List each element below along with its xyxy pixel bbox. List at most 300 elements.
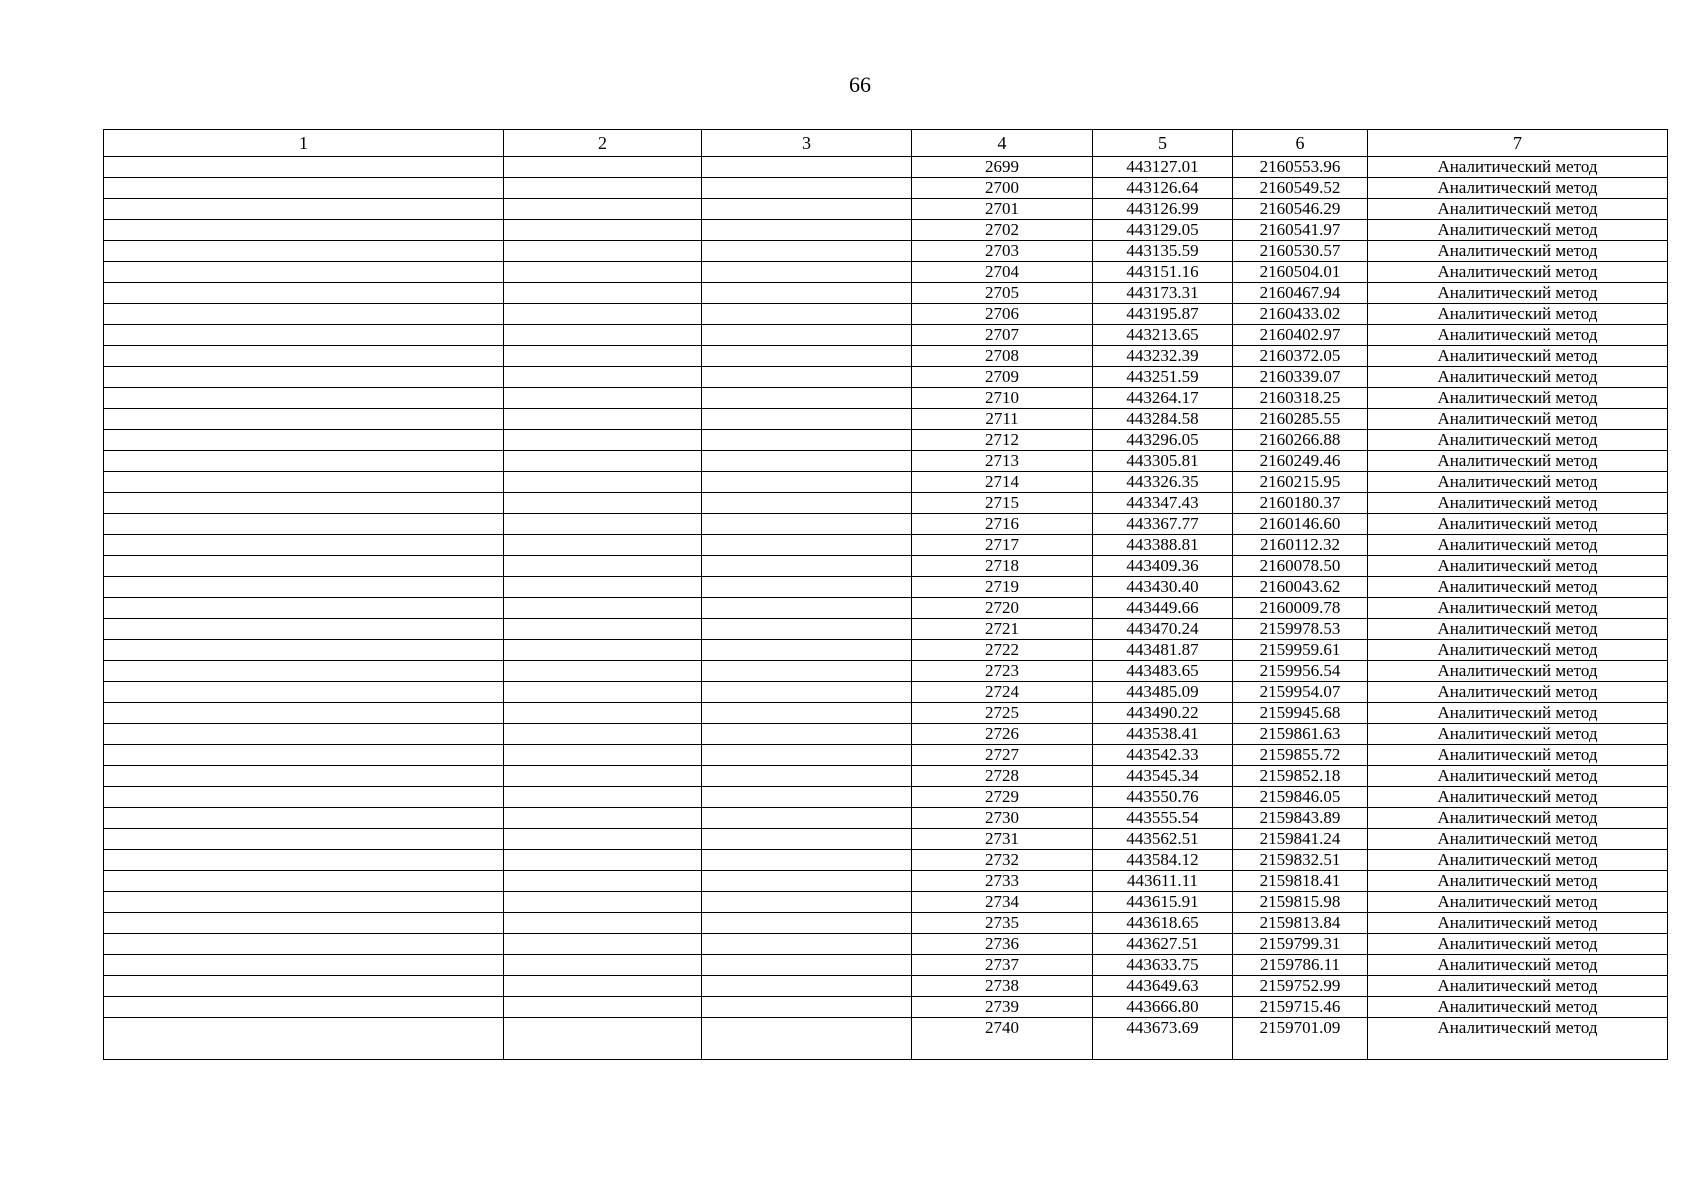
table-row xyxy=(104,745,1668,766)
table-row xyxy=(104,283,1668,304)
col-1-cell xyxy=(104,430,504,451)
col-2-cell xyxy=(504,367,702,388)
y-coordinate-cell: 2159715.46 xyxy=(1233,997,1368,1018)
col-3-cell xyxy=(702,535,912,556)
table-row xyxy=(104,367,1668,388)
y-coordinate-cell: 2159956.54 xyxy=(1233,661,1368,682)
col-3-cell xyxy=(702,871,912,892)
col-3-cell xyxy=(702,304,912,325)
table-row xyxy=(104,220,1668,241)
table-row xyxy=(104,556,1668,577)
point-number-cell: 2700 xyxy=(912,178,1093,199)
table-body xyxy=(104,157,1668,1060)
point-number-cell: 2714 xyxy=(912,472,1093,493)
col-2-cell xyxy=(504,976,702,997)
col-1-cell xyxy=(104,220,504,241)
table-row xyxy=(104,892,1668,913)
page-number: 66 xyxy=(849,72,871,97)
col-1-cell xyxy=(104,598,504,619)
col-2-cell xyxy=(504,220,702,241)
col-1-cell xyxy=(104,913,504,934)
col-1-cell xyxy=(104,955,504,976)
y-coordinate-cell: 2160009.78 xyxy=(1233,598,1368,619)
col-3-cell xyxy=(702,220,912,241)
table-row xyxy=(104,577,1668,598)
point-number-cell: 2723 xyxy=(912,661,1093,682)
col-1-cell xyxy=(104,451,504,472)
table-row xyxy=(104,766,1668,787)
point-number-cell: 2726 xyxy=(912,724,1093,745)
point-number-cell: 2736 xyxy=(912,934,1093,955)
x-coordinate-cell: 443538.41 xyxy=(1093,724,1233,745)
coordinates-table xyxy=(103,129,1668,1060)
table-row xyxy=(104,850,1668,871)
x-coordinate-cell: 443367.77 xyxy=(1093,514,1233,535)
y-coordinate-cell: 2160372.05 xyxy=(1233,346,1368,367)
x-coordinate-cell: 443483.65 xyxy=(1093,661,1233,682)
y-coordinate-cell: 2159945.68 xyxy=(1233,703,1368,724)
col-2-cell xyxy=(504,913,702,934)
method-cell: Аналитический метод xyxy=(1368,787,1668,808)
col-3-cell xyxy=(702,598,912,619)
col-1-cell xyxy=(104,535,504,556)
table-row xyxy=(104,661,1668,682)
table-row xyxy=(104,955,1668,976)
method-cell: Аналитический метод xyxy=(1368,241,1668,262)
method-cell: Аналитический метод xyxy=(1368,766,1668,787)
method-cell: Аналитический метод xyxy=(1368,829,1668,850)
x-coordinate-cell: 443129.05 xyxy=(1093,220,1233,241)
col-1-cell xyxy=(104,619,504,640)
y-coordinate-cell: 2159799.31 xyxy=(1233,934,1368,955)
y-coordinate-cell: 2160285.55 xyxy=(1233,409,1368,430)
col-1-cell xyxy=(104,514,504,535)
method-cell: Аналитический метод xyxy=(1368,661,1668,682)
y-coordinate-cell: 2159959.61 xyxy=(1233,640,1368,661)
point-number-cell: 2720 xyxy=(912,598,1093,619)
col-3-cell xyxy=(702,829,912,850)
x-coordinate-cell: 443195.87 xyxy=(1093,304,1233,325)
table-row xyxy=(104,997,1668,1018)
point-number-cell: 2730 xyxy=(912,808,1093,829)
col-2-cell xyxy=(504,1018,702,1060)
col-2-cell xyxy=(504,157,702,178)
x-coordinate-cell: 443135.59 xyxy=(1093,241,1233,262)
table-row xyxy=(104,871,1668,892)
x-coordinate-cell: 443545.34 xyxy=(1093,766,1233,787)
col-3-cell xyxy=(702,472,912,493)
col-2-cell xyxy=(504,514,702,535)
table-row xyxy=(104,934,1668,955)
y-coordinate-cell: 2159815.98 xyxy=(1233,892,1368,913)
col-3-cell xyxy=(702,766,912,787)
table-row xyxy=(104,619,1668,640)
col-2-cell xyxy=(504,262,702,283)
table-row xyxy=(104,1018,1668,1060)
col-2-cell xyxy=(504,787,702,808)
point-number-cell: 2731 xyxy=(912,829,1093,850)
col-1-cell xyxy=(104,682,504,703)
point-number-cell: 2717 xyxy=(912,535,1093,556)
col-3-cell xyxy=(702,850,912,871)
col-2-cell xyxy=(504,451,702,472)
col-1-cell xyxy=(104,934,504,955)
col-2-cell xyxy=(504,892,702,913)
point-number-cell: 2705 xyxy=(912,283,1093,304)
method-cell: Аналитический метод xyxy=(1368,808,1668,829)
method-cell: Аналитический метод xyxy=(1368,598,1668,619)
table-row xyxy=(104,913,1668,934)
point-number-cell: 2715 xyxy=(912,493,1093,514)
y-coordinate-cell: 2160215.95 xyxy=(1233,472,1368,493)
x-coordinate-cell: 443127.01 xyxy=(1093,157,1233,178)
method-cell: Аналитический метод xyxy=(1368,409,1668,430)
col-1-cell xyxy=(104,1018,504,1060)
y-coordinate-cell: 2160530.57 xyxy=(1233,241,1368,262)
y-coordinate-cell: 2160339.07 xyxy=(1233,367,1368,388)
col-1-cell xyxy=(104,283,504,304)
y-coordinate-cell: 2159852.18 xyxy=(1233,766,1368,787)
col-1-cell xyxy=(104,472,504,493)
col-1-cell xyxy=(104,892,504,913)
column-header-1: 1 xyxy=(104,130,504,157)
col-3-cell xyxy=(702,808,912,829)
col-1-cell xyxy=(104,325,504,346)
col-2-cell xyxy=(504,304,702,325)
col-1-cell xyxy=(104,178,504,199)
y-coordinate-cell: 2159841.24 xyxy=(1233,829,1368,850)
y-coordinate-cell: 2160402.97 xyxy=(1233,325,1368,346)
point-number-cell: 2739 xyxy=(912,997,1093,1018)
col-1-cell xyxy=(104,850,504,871)
col-2-cell xyxy=(504,199,702,220)
col-3-cell xyxy=(702,997,912,1018)
point-number-cell: 2699 xyxy=(912,157,1093,178)
y-coordinate-cell: 2159855.72 xyxy=(1233,745,1368,766)
y-coordinate-cell: 2160433.02 xyxy=(1233,304,1368,325)
col-3-cell xyxy=(702,1018,912,1060)
col-1-cell xyxy=(104,241,504,262)
table-row xyxy=(104,346,1668,367)
col-2-cell xyxy=(504,577,702,598)
x-coordinate-cell: 443305.81 xyxy=(1093,451,1233,472)
y-coordinate-cell: 2160504.01 xyxy=(1233,262,1368,283)
x-coordinate-cell: 443173.31 xyxy=(1093,283,1233,304)
x-coordinate-cell: 443611.11 xyxy=(1093,871,1233,892)
x-coordinate-cell: 443649.63 xyxy=(1093,976,1233,997)
col-1-cell xyxy=(104,871,504,892)
col-2-cell xyxy=(504,997,702,1018)
method-cell: Аналитический метод xyxy=(1368,703,1668,724)
table-row xyxy=(104,430,1668,451)
col-3-cell xyxy=(702,724,912,745)
method-cell: Аналитический метод xyxy=(1368,157,1668,178)
point-number-cell: 2737 xyxy=(912,955,1093,976)
col-3-cell xyxy=(702,514,912,535)
column-header-7: 7 xyxy=(1368,130,1668,157)
table-row xyxy=(104,472,1668,493)
point-number-cell: 2701 xyxy=(912,199,1093,220)
table-row xyxy=(104,262,1668,283)
col-1-cell xyxy=(104,304,504,325)
point-number-cell: 2716 xyxy=(912,514,1093,535)
table-header xyxy=(104,130,1668,157)
point-number-cell: 2704 xyxy=(912,262,1093,283)
col-2-cell xyxy=(504,661,702,682)
col-2-cell xyxy=(504,388,702,409)
method-cell: Аналитический метод xyxy=(1368,997,1668,1018)
x-coordinate-cell: 443550.76 xyxy=(1093,787,1233,808)
col-2-cell xyxy=(504,598,702,619)
col-3-cell xyxy=(702,955,912,976)
table-row xyxy=(104,157,1668,178)
col-2-cell xyxy=(504,640,702,661)
method-cell: Аналитический метод xyxy=(1368,535,1668,556)
y-coordinate-cell: 2159701.09 xyxy=(1233,1018,1368,1060)
point-number-cell: 2719 xyxy=(912,577,1093,598)
col-1-cell xyxy=(104,787,504,808)
col-3-cell xyxy=(702,430,912,451)
x-coordinate-cell: 443673.69 xyxy=(1093,1018,1233,1060)
table-row xyxy=(104,976,1668,997)
method-cell: Аналитический метод xyxy=(1368,346,1668,367)
x-coordinate-cell: 443490.22 xyxy=(1093,703,1233,724)
method-cell: Аналитический метод xyxy=(1368,430,1668,451)
method-cell: Аналитический метод xyxy=(1368,556,1668,577)
col-2-cell xyxy=(504,850,702,871)
col-3-cell xyxy=(702,157,912,178)
col-1-cell xyxy=(104,997,504,1018)
point-number-cell: 2710 xyxy=(912,388,1093,409)
point-number-cell: 2718 xyxy=(912,556,1093,577)
method-cell: Аналитический метод xyxy=(1368,199,1668,220)
col-3-cell xyxy=(702,451,912,472)
point-number-cell: 2721 xyxy=(912,619,1093,640)
col-3-cell xyxy=(702,640,912,661)
col-2-cell xyxy=(504,409,702,430)
point-number-cell: 2733 xyxy=(912,871,1093,892)
col-2-cell xyxy=(504,325,702,346)
point-number-cell: 2707 xyxy=(912,325,1093,346)
col-3-cell xyxy=(702,262,912,283)
method-cell: Аналитический метод xyxy=(1368,871,1668,892)
column-header-4: 4 xyxy=(912,130,1093,157)
y-coordinate-cell: 2159786.11 xyxy=(1233,955,1368,976)
y-coordinate-cell: 2159954.07 xyxy=(1233,682,1368,703)
table-row xyxy=(104,409,1668,430)
point-number-cell: 2728 xyxy=(912,766,1093,787)
table-row xyxy=(104,178,1668,199)
col-3-cell xyxy=(702,556,912,577)
method-cell: Аналитический метод xyxy=(1368,934,1668,955)
table-row xyxy=(104,241,1668,262)
col-3-cell xyxy=(702,409,912,430)
col-3-cell xyxy=(702,745,912,766)
column-header-6: 6 xyxy=(1233,130,1368,157)
col-1-cell xyxy=(104,703,504,724)
col-3-cell xyxy=(702,241,912,262)
x-coordinate-cell: 443213.65 xyxy=(1093,325,1233,346)
method-cell: Аналитический метод xyxy=(1368,262,1668,283)
x-coordinate-cell: 443618.65 xyxy=(1093,913,1233,934)
x-coordinate-cell: 443430.40 xyxy=(1093,577,1233,598)
col-3-cell xyxy=(702,661,912,682)
x-coordinate-cell: 443296.05 xyxy=(1093,430,1233,451)
col-2-cell xyxy=(504,934,702,955)
method-cell: Аналитический метод xyxy=(1368,892,1668,913)
method-cell: Аналитический метод xyxy=(1368,850,1668,871)
header-row xyxy=(104,130,1668,157)
col-1-cell xyxy=(104,577,504,598)
method-cell: Аналитический метод xyxy=(1368,745,1668,766)
col-3-cell xyxy=(702,199,912,220)
method-cell: Аналитический метод xyxy=(1368,619,1668,640)
col-2-cell xyxy=(504,430,702,451)
table-row xyxy=(104,451,1668,472)
y-coordinate-cell: 2159752.99 xyxy=(1233,976,1368,997)
table-row xyxy=(104,808,1668,829)
x-coordinate-cell: 443232.39 xyxy=(1093,346,1233,367)
method-cell: Аналитический метод xyxy=(1368,913,1668,934)
col-1-cell xyxy=(104,556,504,577)
point-number-cell: 2729 xyxy=(912,787,1093,808)
point-number-cell: 2722 xyxy=(912,640,1093,661)
col-1-cell xyxy=(104,766,504,787)
col-1-cell xyxy=(104,640,504,661)
col-3-cell xyxy=(702,703,912,724)
y-coordinate-cell: 2160553.96 xyxy=(1233,157,1368,178)
table-row xyxy=(104,724,1668,745)
y-coordinate-cell: 2160180.37 xyxy=(1233,493,1368,514)
col-3-cell xyxy=(702,577,912,598)
x-coordinate-cell: 443627.51 xyxy=(1093,934,1233,955)
x-coordinate-cell: 443666.80 xyxy=(1093,997,1233,1018)
point-number-cell: 2711 xyxy=(912,409,1093,430)
y-coordinate-cell: 2160249.46 xyxy=(1233,451,1368,472)
method-cell: Аналитический метод xyxy=(1368,283,1668,304)
method-cell: Аналитический метод xyxy=(1368,325,1668,346)
point-number-cell: 2712 xyxy=(912,430,1093,451)
col-2-cell xyxy=(504,241,702,262)
col-3-cell xyxy=(702,367,912,388)
x-coordinate-cell: 443347.43 xyxy=(1093,493,1233,514)
point-number-cell: 2732 xyxy=(912,850,1093,871)
method-cell: Аналитический метод xyxy=(1368,955,1668,976)
point-number-cell: 2702 xyxy=(912,220,1093,241)
y-coordinate-cell: 2159978.53 xyxy=(1233,619,1368,640)
method-cell: Аналитический метод xyxy=(1368,682,1668,703)
col-2-cell xyxy=(504,829,702,850)
col-1-cell xyxy=(104,829,504,850)
method-cell: Аналитический метод xyxy=(1368,451,1668,472)
method-cell: Аналитический метод xyxy=(1368,304,1668,325)
point-number-cell: 2738 xyxy=(912,976,1093,997)
x-coordinate-cell: 443615.91 xyxy=(1093,892,1233,913)
col-1-cell xyxy=(104,157,504,178)
col-2-cell xyxy=(504,682,702,703)
y-coordinate-cell: 2160541.97 xyxy=(1233,220,1368,241)
point-number-cell: 2709 xyxy=(912,367,1093,388)
y-coordinate-cell: 2160266.88 xyxy=(1233,430,1368,451)
point-number-cell: 2735 xyxy=(912,913,1093,934)
table-row xyxy=(104,493,1668,514)
col-2-cell xyxy=(504,535,702,556)
col-2-cell xyxy=(504,619,702,640)
col-1-cell xyxy=(104,976,504,997)
x-coordinate-cell: 443481.87 xyxy=(1093,640,1233,661)
col-3-cell xyxy=(702,493,912,514)
col-1-cell xyxy=(104,367,504,388)
y-coordinate-cell: 2159843.89 xyxy=(1233,808,1368,829)
table-row xyxy=(104,535,1668,556)
method-cell: Аналитический метод xyxy=(1368,367,1668,388)
x-coordinate-cell: 443542.33 xyxy=(1093,745,1233,766)
col-1-cell xyxy=(104,409,504,430)
table-row xyxy=(104,703,1668,724)
x-coordinate-cell: 443326.35 xyxy=(1093,472,1233,493)
method-cell: Аналитический метод xyxy=(1368,472,1668,493)
method-cell: Аналитический метод xyxy=(1368,1018,1668,1060)
point-number-cell: 2727 xyxy=(912,745,1093,766)
col-3-cell xyxy=(702,682,912,703)
table-row xyxy=(104,829,1668,850)
x-coordinate-cell: 443388.81 xyxy=(1093,535,1233,556)
col-3-cell xyxy=(702,787,912,808)
y-coordinate-cell: 2160112.32 xyxy=(1233,535,1368,556)
point-number-cell: 2713 xyxy=(912,451,1093,472)
point-number-cell: 2740 xyxy=(912,1018,1093,1060)
col-3-cell xyxy=(702,346,912,367)
col-1-cell xyxy=(104,262,504,283)
column-header-3: 3 xyxy=(702,130,912,157)
y-coordinate-cell: 2159813.84 xyxy=(1233,913,1368,934)
col-2-cell xyxy=(504,703,702,724)
y-coordinate-cell: 2160078.50 xyxy=(1233,556,1368,577)
x-coordinate-cell: 443555.54 xyxy=(1093,808,1233,829)
col-1-cell xyxy=(104,493,504,514)
point-number-cell: 2703 xyxy=(912,241,1093,262)
col-3-cell xyxy=(702,178,912,199)
table-row xyxy=(104,388,1668,409)
col-3-cell xyxy=(702,976,912,997)
col-2-cell xyxy=(504,724,702,745)
x-coordinate-cell: 443284.58 xyxy=(1093,409,1233,430)
y-coordinate-cell: 2160318.25 xyxy=(1233,388,1368,409)
method-cell: Аналитический метод xyxy=(1368,976,1668,997)
col-3-cell xyxy=(702,892,912,913)
col-1-cell xyxy=(104,661,504,682)
table-row xyxy=(104,199,1668,220)
table-row xyxy=(104,682,1668,703)
column-header-5: 5 xyxy=(1093,130,1233,157)
x-coordinate-cell: 443251.59 xyxy=(1093,367,1233,388)
point-number-cell: 2724 xyxy=(912,682,1093,703)
col-2-cell xyxy=(504,472,702,493)
point-number-cell: 2708 xyxy=(912,346,1093,367)
col-2-cell xyxy=(504,556,702,577)
col-2-cell xyxy=(504,766,702,787)
y-coordinate-cell: 2160549.52 xyxy=(1233,178,1368,199)
col-1-cell xyxy=(104,808,504,829)
x-coordinate-cell: 443126.64 xyxy=(1093,178,1233,199)
col-1-cell xyxy=(104,346,504,367)
col-3-cell xyxy=(702,388,912,409)
x-coordinate-cell: 443151.16 xyxy=(1093,262,1233,283)
x-coordinate-cell: 443633.75 xyxy=(1093,955,1233,976)
x-coordinate-cell: 443264.17 xyxy=(1093,388,1233,409)
x-coordinate-cell: 443584.12 xyxy=(1093,850,1233,871)
col-2-cell xyxy=(504,871,702,892)
